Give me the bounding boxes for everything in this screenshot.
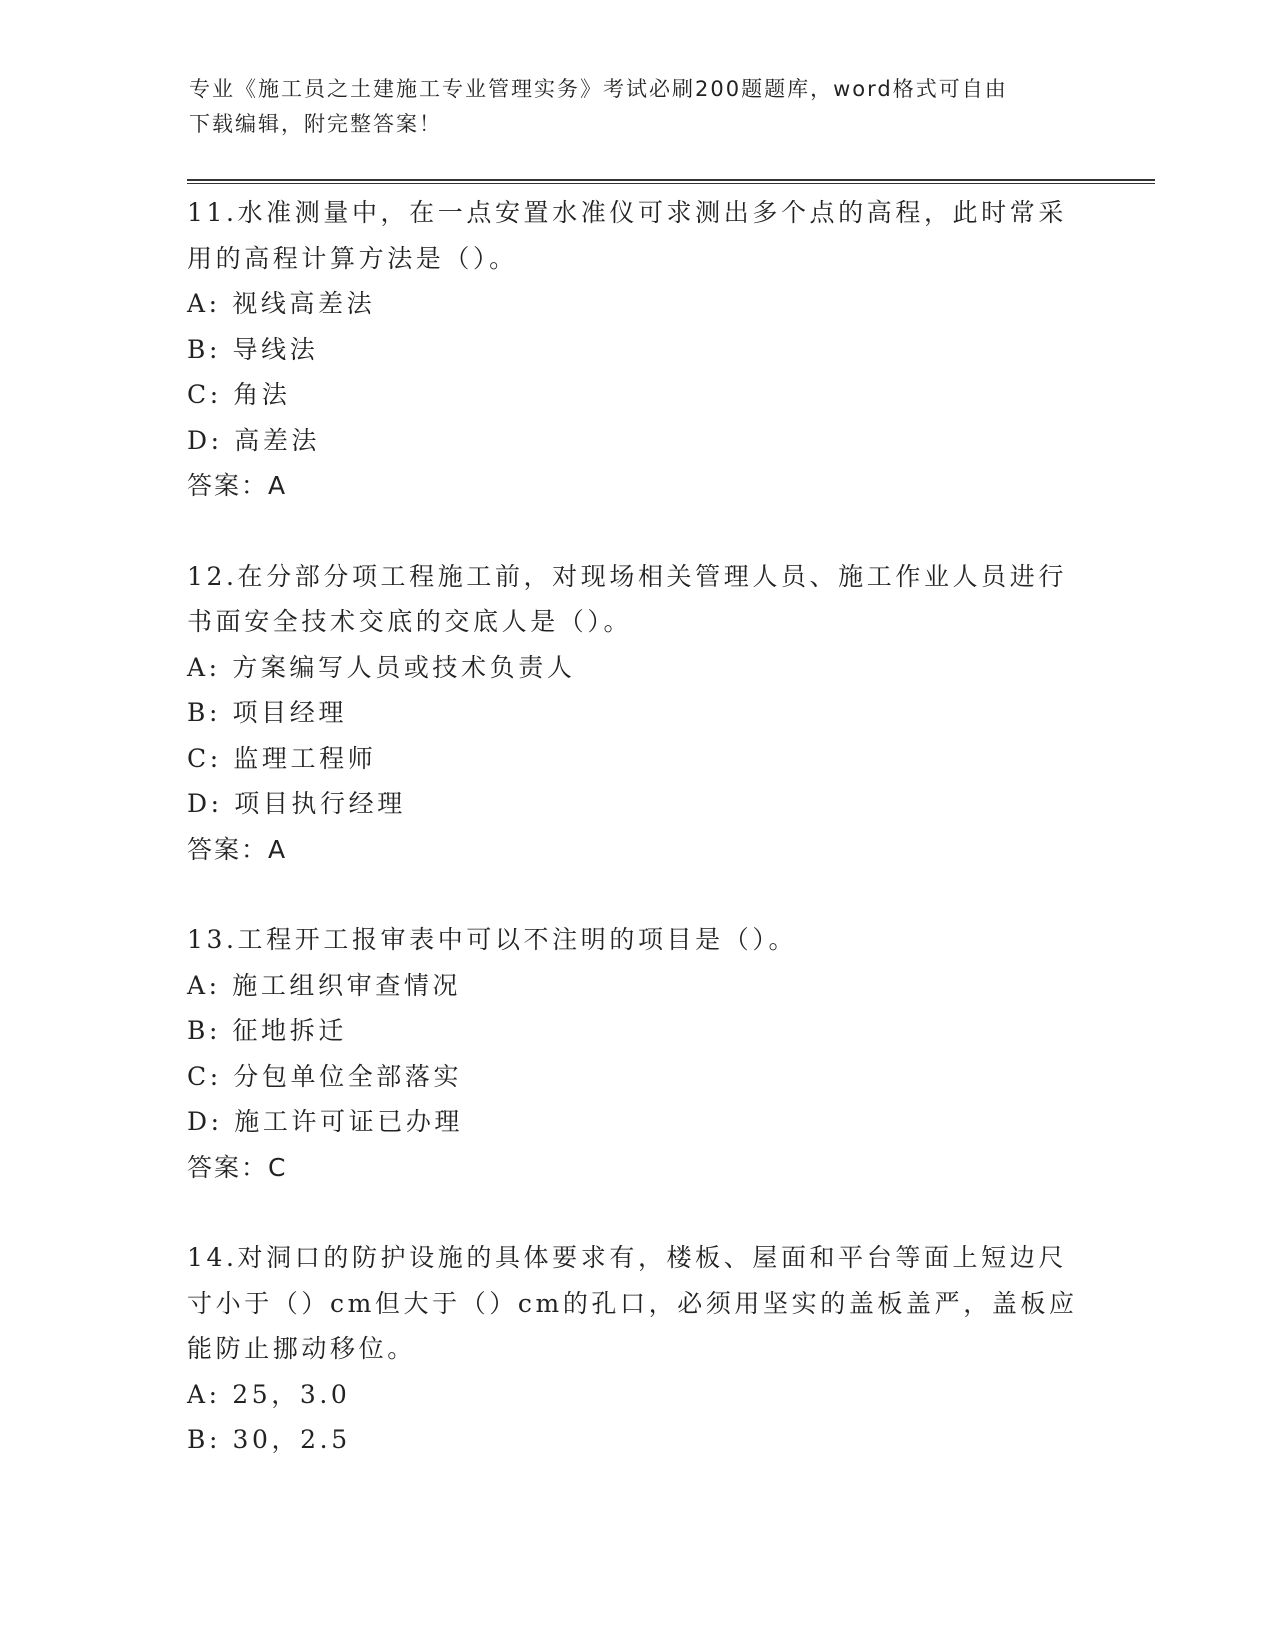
option-b: B: 30，2.5 — [187, 1425, 351, 1454]
question-text: 书面安全技术交底的交底人是（）。 — [187, 607, 633, 636]
question-text: 11.水准测量中，在一点安置水准仪可求测出多个点的高程，此时常采 — [187, 198, 1067, 227]
question-11 — [187, 190, 1087, 509]
option-a: A: 25，3.0 — [187, 1379, 351, 1409]
option-c: C: 角法 — [187, 380, 291, 409]
question-13 — [187, 917, 1087, 1190]
option-d: D: 施工许可证已办理 — [187, 1107, 464, 1136]
question-text: 14.对洞口的防护设施的具体要求有，楼板、屋面和平台等面上短边尺 — [187, 1243, 1067, 1272]
header-line-2: 下载编辑，附完整答案！ — [189, 112, 442, 136]
option-a: A: 视线高差法 — [187, 289, 376, 318]
answer: 答案：A — [187, 471, 288, 500]
question-14 — [187, 1235, 1087, 1463]
question-text: 能防止挪动移位。 — [187, 1334, 416, 1363]
header-divider-thick — [187, 179, 1155, 181]
header-divider-thin — [187, 183, 1155, 184]
option-a: A: 施工组织审查情况 — [187, 970, 462, 1000]
question-text: 寸小于（）cm但大于（）cm的孔口，必须用坚实的盖板盖严，盖板应 — [187, 1288, 1078, 1318]
question-text: 13.工程开工报审表中可以不注明的项目是（）。 — [187, 925, 798, 954]
option-b: B: 导线法 — [187, 334, 319, 364]
question-12 — [187, 554, 1087, 873]
option-c: C: 分包单位全部落实 — [187, 1061, 463, 1091]
question-list — [187, 190, 1087, 1463]
question-text: 用的高程计算方法是（）。 — [187, 243, 518, 273]
answer: 答案：C — [187, 1152, 288, 1182]
option-d: D: 高差法 — [187, 425, 321, 455]
document-header — [189, 72, 1089, 142]
header-line-1: 专业《施工员之土建施工专业管理实务》考试必刷200题题库，word格式可自由 — [189, 77, 1008, 101]
answer: 答案：A — [187, 834, 288, 864]
question-text: 12.在分部分项工程施工前，对现场相关管理人员、施工作业人员进行 — [187, 561, 1067, 591]
option-b: B: 征地拆迁 — [187, 1016, 347, 1045]
option-c: C: 监理工程师 — [187, 743, 377, 773]
option-b: B: 项目经理 — [187, 698, 347, 727]
option-d: D: 项目执行经理 — [187, 789, 406, 818]
option-a: A: 方案编写人员或技术负责人 — [187, 652, 576, 682]
